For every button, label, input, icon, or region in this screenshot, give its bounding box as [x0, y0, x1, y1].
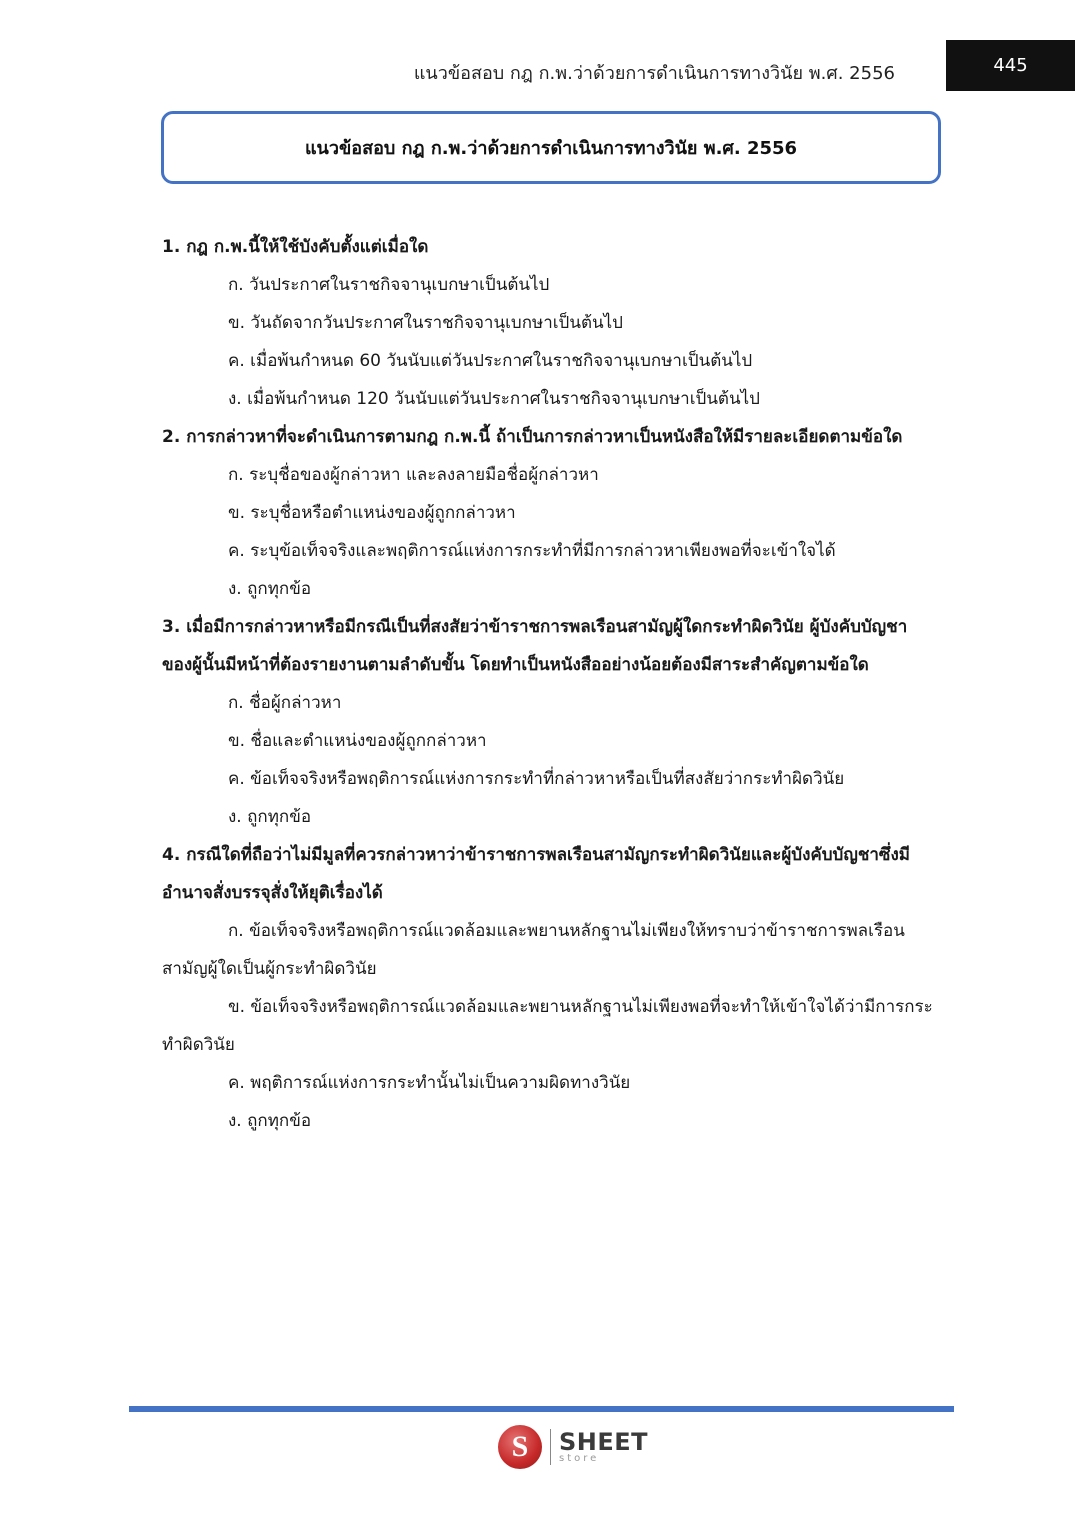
question-3-option-b: ข. ชื่อและตำแหน่งของผู้ถูกกล่าวหา: [228, 731, 487, 751]
question-3: 3. เมื่อมีการกล่าวหาหรือมีกรณีเป็นที่สงสัยว่าข้าราชการพลเรือนสามัญผู้ใดกระทำผิดวินัย ผู้บังคับบัญชาของผู้นั้นมีหน้าที่ต้องรายงานตามลำดับขั้น โดยทำเป็นหนังสืออย่างน้อยต้องมีสาระสำคัญตามข้อใด: [162, 617, 908, 675]
title-box: [161, 111, 941, 184]
footer-divider: [129, 1406, 954, 1412]
question-1-option-c: ค. เมื่อพ้นกำหนด 60 วันนับแต่วันประกาศในราชกิจจานุเบกษาเป็นต้นไป: [228, 351, 753, 371]
question-1-option-b: ข. วันถัดจากวันประกาศในราชกิจจานุเบกษาเป็นต้นไป: [228, 313, 623, 333]
question-4-option-a: ก. ข้อเท็จจริงหรือพฤติการณ์แวดล้อมและพยานหลักฐานไม่เพียงให้ทราบว่าข้าราชการพลเรือนสามัญผู้ใดเป็นผู้กระทำผิดวินัย: [162, 921, 905, 979]
running-header: แนวข้อสอบ กฎ ก.พ.ว่าด้วยการดำเนินการทางวินัย พ.ศ. 2556: [413, 63, 895, 84]
question-2-option-b: ข. ระบุชื่อหรือตำแหน่งของผู้ถูกกล่าวหา: [228, 503, 516, 523]
question-3-option-a: ก. ชื่อผู้กล่าวหา: [228, 693, 342, 713]
question-2-option-d: ง. ถูกทุกข้อ: [228, 579, 312, 599]
question-2: 2. การกล่าวหาที่จะดำเนินการตามกฎ ก.พ.นี้ ถ้าเป็นการกล่าวหาเป็นหนังสือให้มีรายละเอียดตามข้อใด: [162, 427, 903, 447]
question-3-option-d: ง. ถูกทุกข้อ: [228, 807, 312, 827]
question-2-option-a: ก. ระบุชื่อของผู้กล่าวหา และลงลายมือชื่อผู้กล่าวหา: [228, 465, 599, 485]
logo-main-text: SHEET: [559, 1428, 649, 1456]
logo-wordmark: [559, 1430, 648, 1464]
question-3-option-c: ค. ข้อเท็จจริงหรือพฤติการณ์แห่งการกระทำที่กล่าวหาหรือเป็นที่สงสัยว่ากระทำผิดวินัย: [228, 769, 845, 789]
page-title: แนวข้อสอบ กฎ ก.พ.ว่าด้วยการดำเนินการทางวินัย พ.ศ. 2556: [304, 138, 798, 159]
question-1-option-a: ก. วันประกาศในราชกิจจานุเบกษาเป็นต้นไป: [228, 275, 550, 295]
question-1-option-d: ง. เมื่อพ้นกำหนด 120 วันนับแต่วันประกาศในราชกิจจานุเบกษาเป็นต้นไป: [228, 389, 760, 409]
question-4-option-b: ข. ข้อเท็จจริงหรือพฤติการณ์แวดล้อมและพยานหลักฐานไม่เพียงพอที่จะทำให้เข้าใจได้ว่ามีการกระทำผิดวินัย: [162, 997, 933, 1055]
logo-separator: [550, 1429, 551, 1465]
question-1: 1. กฎ ก.พ.นี้ให้ใช้บังคับตั้งแต่เมื่อใด: [162, 237, 429, 257]
question-4: 4. กรณีใดที่ถือว่าไม่มีมูลที่ควรกล่าวหาว่าข้าราชการพลเรือนสามัญกระทำผิดวินัยและผู้บังคับบัญชาซึ่งมีอำนาจสั่งบรรจุสั่งให้ยุติเรื่องได้: [162, 845, 910, 903]
question-4-option-d: ง. ถูกทุกข้อ: [228, 1111, 312, 1131]
sheet-store-logo: [498, 1424, 648, 1470]
question-2-option-c: ค. ระบุข้อเท็จจริงและพฤติการณ์แห่งการกระทำที่มีการกล่าวหาเพียงพอที่จะเข้าใจได้: [228, 541, 836, 561]
page-number-badge: 445: [946, 40, 1075, 91]
question-list: [162, 228, 937, 1140]
sheet-store-s-logo-icon: S: [498, 1425, 542, 1469]
logo-sub-text: store: [559, 1453, 600, 1464]
question-4-option-c: ค. พฤติการณ์แห่งการกระทำนั้นไม่เป็นความผิดทางวินัย: [228, 1073, 631, 1093]
